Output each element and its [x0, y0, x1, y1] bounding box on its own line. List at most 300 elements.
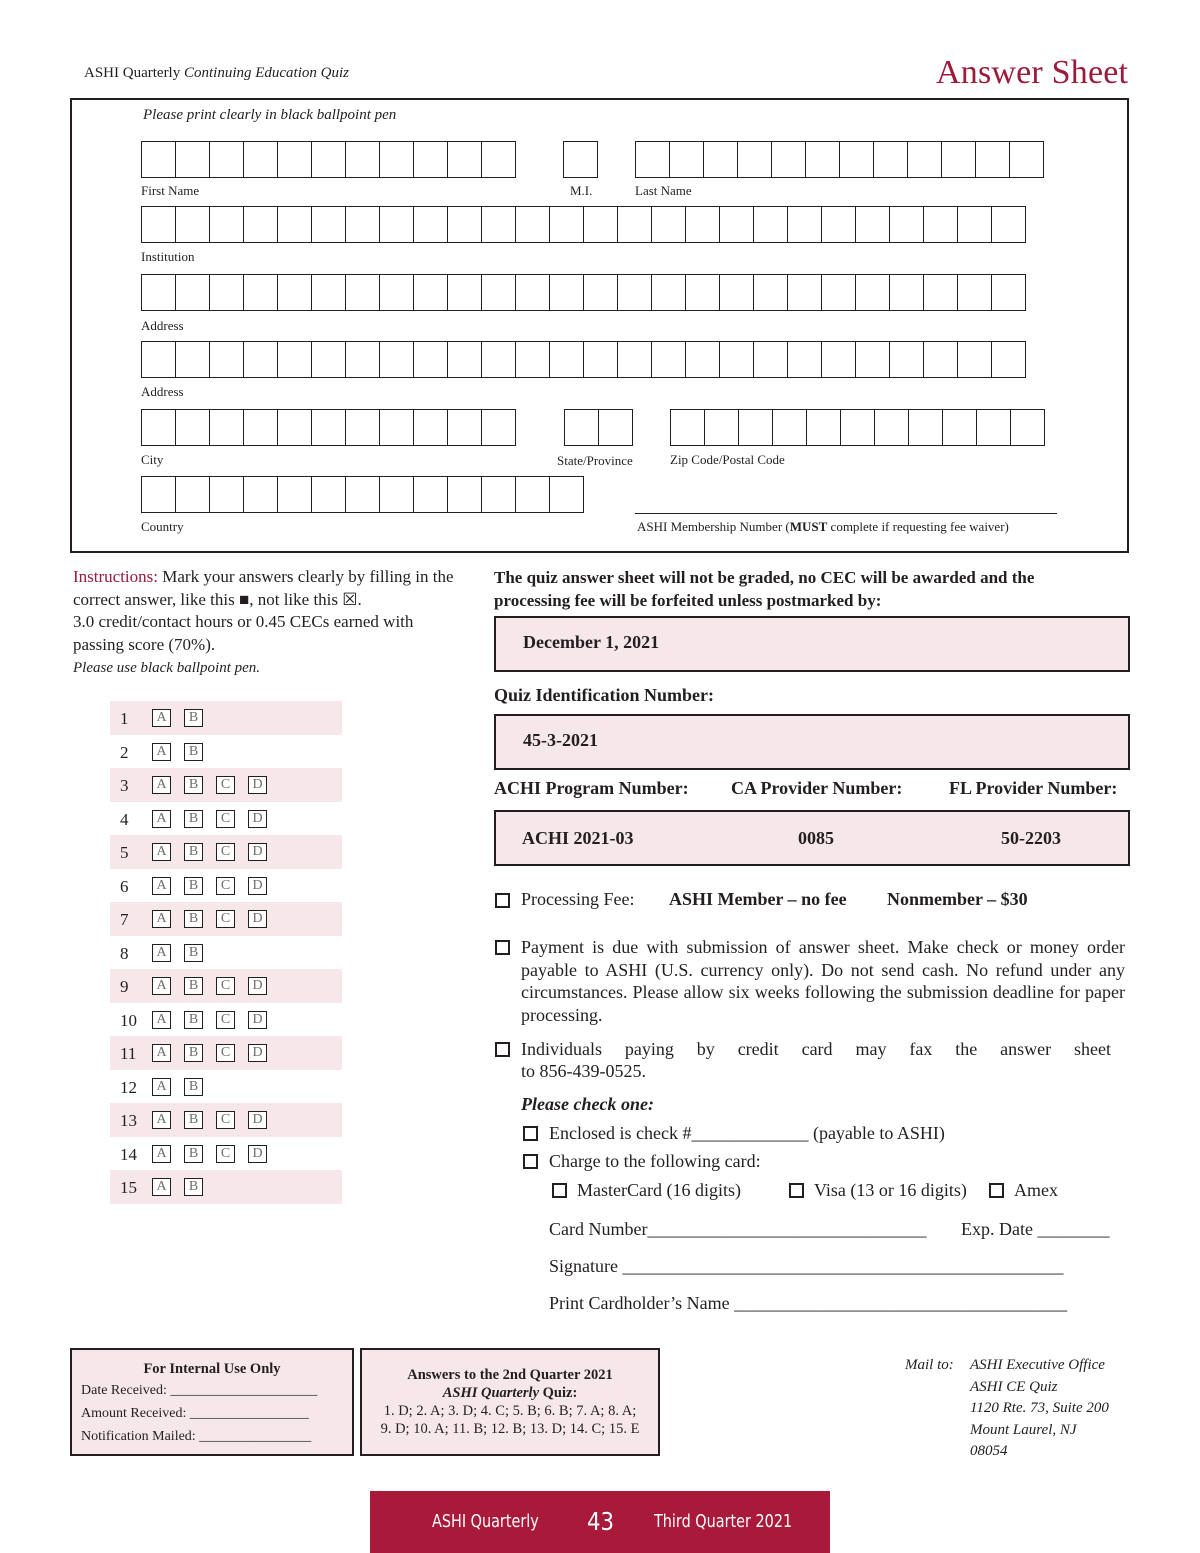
mi-label: M.I. — [570, 183, 593, 198]
question-number: 15 — [120, 1178, 137, 1197]
letter-cell[interactable] — [345, 341, 380, 378]
charge-card-checkbox[interactable] — [523, 1154, 538, 1169]
footer-issue: Third Quarter 2021 — [654, 1511, 793, 1532]
letter-cell[interactable] — [737, 141, 772, 178]
page-title: Answer Sheet — [936, 54, 1129, 91]
first-name-field[interactable] — [141, 141, 515, 178]
address-label-2: Address — [141, 384, 184, 399]
enclosed-check-text: Enclosed is check #_____________ (payable to ASHI) — [549, 1123, 945, 1143]
address-field-2[interactable] — [141, 341, 1025, 378]
letter-cell[interactable] — [617, 274, 652, 311]
question-number: 2 — [120, 742, 129, 762]
letter-cell[interactable] — [651, 274, 686, 311]
question-number: 1 — [120, 709, 129, 728]
answer-option-c[interactable]: C — [216, 1044, 235, 1062]
letter-cell[interactable] — [141, 274, 176, 311]
answer-option-d[interactable]: D — [248, 776, 267, 794]
letter-cell[interactable] — [379, 206, 414, 243]
letter-cell[interactable] — [277, 409, 312, 446]
letter-cell[interactable] — [685, 206, 720, 243]
filled-square-icon: ■ — [238, 589, 250, 609]
answer-option-d[interactable]: D — [248, 810, 267, 828]
letter-cell[interactable] — [941, 141, 976, 178]
quiz-id-label: Quiz Identification Number: — [494, 685, 714, 705]
enclosed-check-checkbox[interactable] — [523, 1126, 538, 1141]
question-row — [110, 835, 342, 869]
letter-cell[interactable] — [175, 274, 210, 311]
letter-cell[interactable] — [855, 274, 890, 311]
answer-option-b[interactable]: B — [184, 1178, 203, 1196]
fax-text-line-1: Individuals paying by credit card may fax the answer sheet — [521, 1039, 1111, 1059]
letter-cell[interactable] — [889, 274, 924, 311]
fax-text-line-2: to 856-439-0525. — [521, 1061, 646, 1081]
letter-cell[interactable] — [481, 409, 516, 446]
answer-option-a[interactable]: A — [152, 1145, 171, 1163]
answer-option-a[interactable]: A — [152, 944, 171, 962]
answer-option-c[interactable]: C — [216, 1011, 235, 1029]
answer-option-d[interactable]: D — [248, 910, 267, 928]
letter-cell[interactable] — [787, 341, 822, 378]
letter-cell[interactable] — [515, 274, 550, 311]
processing-fee-label: Processing Fee: — [521, 889, 635, 909]
letter-cell[interactable] — [923, 341, 958, 378]
letter-cell[interactable] — [481, 341, 516, 378]
letter-cell[interactable] — [719, 206, 754, 243]
footer-publication: ASHI Quarterly — [432, 1511, 539, 1532]
letter-cell[interactable] — [583, 274, 618, 311]
pen-note: Please use black ballpoint pen. — [73, 660, 261, 676]
letter-cell[interactable] — [991, 341, 1026, 378]
letter-cell[interactable] — [685, 274, 720, 311]
answer-option-c[interactable]: C — [216, 810, 235, 828]
letter-cell[interactable] — [345, 476, 380, 513]
letter-cell[interactable] — [209, 206, 244, 243]
last-name-label: Last Name — [635, 183, 692, 198]
answer-option-c[interactable]: C — [216, 776, 235, 794]
letter-cell[interactable] — [141, 141, 176, 178]
question-row — [110, 1170, 342, 1204]
letter-cell[interactable] — [821, 274, 856, 311]
letter-cell[interactable] — [311, 409, 346, 446]
deadline-notice: The quiz answer sheet will not be graded, no CEC will be awarded and the processing fee will be forfeited unless postmarked by: — [494, 568, 1035, 610]
letter-cell[interactable] — [821, 206, 856, 243]
letter-cell[interactable] — [873, 141, 908, 178]
letter-cell[interactable] — [311, 476, 346, 513]
previous-answers-title: Answers to the 2nd Quarter 2021 — [407, 1367, 613, 1383]
program-numbers-box — [494, 810, 1130, 866]
quiz-id-box — [494, 714, 1130, 770]
letter-cell[interactable] — [549, 274, 584, 311]
letter-cell[interactable] — [976, 409, 1011, 446]
letter-cell[interactable] — [141, 476, 176, 513]
letter-cell[interactable] — [277, 476, 312, 513]
answer-option-d[interactable]: D — [248, 1111, 267, 1129]
letter-cell[interactable] — [447, 206, 482, 243]
letter-cell[interactable] — [670, 409, 705, 446]
letter-cell[interactable] — [685, 341, 720, 378]
letter-cell[interactable] — [753, 274, 788, 311]
question-row — [110, 1070, 342, 1104]
letter-cell[interactable] — [277, 206, 312, 243]
internal-use-box — [70, 1348, 354, 1456]
letter-cell[interactable] — [839, 141, 874, 178]
check-one-label: Please check one: — [521, 1094, 654, 1114]
letter-cell[interactable] — [787, 274, 822, 311]
letter-cell[interactable] — [617, 206, 652, 243]
address-label-1: Address — [141, 318, 184, 333]
letter-cell[interactable] — [379, 409, 414, 446]
question-row — [110, 869, 342, 903]
letter-cell[interactable] — [515, 341, 550, 378]
letter-cell[interactable] — [563, 141, 598, 178]
question-row — [110, 1137, 342, 1171]
answer-option-a[interactable]: A — [152, 709, 171, 727]
letter-cell[interactable] — [209, 476, 244, 513]
answer-option-b[interactable]: B — [184, 709, 203, 727]
letter-cell[interactable] — [277, 274, 312, 311]
letter-cell[interactable] — [175, 206, 210, 243]
fl-provider-label: FL Provider Number: — [949, 778, 1118, 798]
answer-option-c[interactable]: C — [216, 1111, 235, 1129]
letter-cell[interactable] — [957, 341, 992, 378]
mastercard-label: MasterCard (16 digits) — [577, 1180, 741, 1200]
answer-option-c[interactable]: C — [216, 910, 235, 928]
answer-option-d[interactable]: D — [248, 877, 267, 895]
answer-option-b[interactable]: B — [184, 1044, 203, 1062]
question-row — [110, 902, 342, 936]
letter-cell[interactable] — [141, 409, 176, 446]
letter-cell[interactable] — [957, 206, 992, 243]
answer-option-a[interactable]: A — [152, 1078, 171, 1096]
state-field[interactable] — [564, 409, 632, 446]
fl-provider-value: 50-2203 — [1001, 828, 1061, 848]
letter-cell[interactable] — [855, 341, 890, 378]
answer-option-c[interactable]: C — [216, 877, 235, 895]
question-number: 9 — [120, 977, 129, 996]
letter-cell[interactable] — [753, 341, 788, 378]
letter-cell[interactable] — [719, 274, 754, 311]
letter-cell[interactable] — [874, 409, 909, 446]
ca-provider-label: CA Provider Number: — [731, 778, 903, 798]
question-number: 8 — [120, 943, 129, 963]
question-number: 5 — [120, 843, 129, 862]
country-label: Country — [141, 519, 184, 534]
amex-label: Amex — [1014, 1180, 1058, 1200]
letter-cell[interactable] — [243, 141, 278, 178]
letter-cell[interactable] — [141, 341, 176, 378]
letter-cell[interactable] — [311, 274, 346, 311]
print-note: Please print clearly in black ballpoint pen — [143, 107, 397, 123]
card-number-field[interactable]: Card Number_______________________________ — [549, 1219, 927, 1239]
question-row — [110, 802, 342, 836]
zip-label: Zip Code/Postal Code — [670, 452, 785, 467]
fax-checkbox[interactable] — [495, 1042, 510, 1057]
letter-cell[interactable] — [957, 274, 992, 311]
answer-option-a[interactable]: A — [152, 810, 171, 828]
letter-cell[interactable] — [243, 409, 278, 446]
letter-cell[interactable] — [549, 341, 584, 378]
question-number: 7 — [120, 910, 129, 929]
letter-cell[interactable] — [379, 141, 414, 178]
payment-checkbox[interactable] — [495, 940, 510, 955]
letter-cell[interactable] — [515, 206, 550, 243]
question-row — [110, 701, 342, 735]
letter-cell[interactable] — [311, 141, 346, 178]
letter-cell[interactable] — [991, 274, 1026, 311]
letter-cell[interactable] — [821, 341, 856, 378]
letter-cell[interactable] — [889, 206, 924, 243]
letter-cell[interactable] — [379, 341, 414, 378]
answer-option-d[interactable]: D — [248, 977, 267, 995]
answer-option-d[interactable]: D — [248, 1145, 267, 1163]
institution-label: Institution — [141, 249, 195, 264]
letter-cell[interactable] — [704, 409, 739, 446]
letter-cell[interactable] — [243, 476, 278, 513]
answer-option-b[interactable]: B — [184, 877, 203, 895]
letter-cell[interactable] — [345, 274, 380, 311]
letter-cell[interactable] — [651, 341, 686, 378]
letter-cell[interactable] — [515, 476, 550, 513]
letter-cell[interactable] — [806, 409, 841, 446]
letter-cell[interactable] — [923, 274, 958, 311]
internal-use-title: For Internal Use Only — [143, 1361, 281, 1377]
answer-option-a[interactable]: A — [152, 1178, 171, 1196]
letter-cell[interactable] — [753, 206, 788, 243]
answer-option-b[interactable]: B — [184, 743, 203, 761]
answer-option-a[interactable]: A — [152, 1011, 171, 1029]
letter-cell[interactable] — [209, 141, 244, 178]
state-label: State/Province — [557, 453, 633, 468]
nonmember-fee: Nonmember – $30 — [887, 889, 1028, 909]
letter-cell[interactable] — [277, 341, 312, 378]
quiz-id-value: 45-3-2021 — [523, 730, 598, 750]
member-fee: ASHI Member – no fee — [669, 889, 847, 909]
quiz-subtitle: Continuing Education Quiz — [183, 65, 349, 81]
letter-cell[interactable] — [175, 476, 210, 513]
letter-cell[interactable] — [277, 141, 312, 178]
letter-cell[interactable] — [583, 206, 618, 243]
city-label: City — [141, 452, 164, 467]
letter-cell[interactable] — [481, 141, 516, 178]
letter-cell[interactable] — [583, 341, 618, 378]
ca-provider-value: 0085 — [798, 828, 834, 848]
crossed-square-icon: ☒ — [342, 589, 358, 609]
answer-option-d[interactable]: D — [248, 1011, 267, 1029]
letter-cell[interactable] — [481, 206, 516, 243]
letter-cell[interactable] — [413, 341, 448, 378]
letter-cell[interactable] — [1010, 409, 1045, 446]
processing-fee-checkbox[interactable] — [495, 893, 510, 908]
question-row — [110, 1003, 342, 1037]
membership-label: ASHI Membership Number (MUST complete if requesting fee waiver) — [637, 519, 1009, 534]
deadline-date: December 1, 2021 — [523, 632, 660, 652]
first-name-label: First Name — [141, 183, 200, 198]
charge-card-text: Charge to the following card: — [549, 1151, 761, 1171]
notification-mailed: Notification Mailed: ________________ — [81, 1429, 312, 1444]
letter-cell[interactable] — [447, 476, 482, 513]
answer-option-b[interactable]: B — [184, 1011, 203, 1029]
letter-cell[interactable] — [908, 409, 943, 446]
answer-option-b[interactable]: B — [184, 910, 203, 928]
answer-option-b[interactable]: B — [184, 1078, 203, 1096]
deadline-date-box — [494, 616, 1130, 672]
cardholder-name-field[interactable]: Print Cardholder’s Name _____________________________________ — [549, 1293, 1068, 1313]
letter-cell[interactable] — [771, 141, 806, 178]
question-number: 3 — [120, 776, 129, 795]
publication-name: ASHI Quarterly — [84, 65, 181, 81]
previous-answers-line-2: 9. D; 10. A; 11. B; 12. B; 13. D; 14. C; 15. E — [380, 1421, 640, 1437]
publication-header — [84, 65, 349, 82]
letter-cell[interactable] — [175, 341, 210, 378]
letter-cell[interactable] — [598, 409, 633, 446]
answer-option-d[interactable]: D — [248, 1044, 267, 1062]
institution-field[interactable] — [141, 206, 1025, 243]
letter-cell[interactable] — [975, 141, 1010, 178]
letter-cell[interactable] — [311, 341, 346, 378]
answer-grid — [110, 701, 342, 1204]
answer-option-b[interactable]: B — [184, 1111, 203, 1129]
question-number: 14 — [120, 1144, 137, 1164]
letter-cell[interactable] — [209, 341, 244, 378]
letter-cell[interactable] — [345, 409, 380, 446]
answer-option-d[interactable]: D — [248, 843, 267, 861]
answer-option-a[interactable]: A — [152, 743, 171, 761]
answer-option-a[interactable]: A — [152, 1111, 171, 1129]
amex-checkbox[interactable] — [989, 1183, 1004, 1198]
answer-option-b[interactable]: B — [184, 1145, 203, 1163]
letter-cell[interactable] — [243, 206, 278, 243]
membership-number-line[interactable] — [635, 513, 1057, 514]
exp-date-field[interactable]: Exp. Date ________ — [961, 1219, 1110, 1239]
achi-program-value: ACHI 2021-03 — [522, 828, 634, 848]
answer-option-b[interactable]: B — [184, 977, 203, 995]
letter-cell[interactable] — [413, 476, 448, 513]
letter-cell[interactable] — [243, 274, 278, 311]
answer-option-b[interactable]: B — [184, 810, 203, 828]
previous-answers-box: Answers to the 2nd Quarter 2021 ASHI Quarterly Quiz: 1. D; 2. A; 3. D; 4. C; 5. B; 6. B; 7. A; 8. A; 9. D; 10. A; 11. B; 12. B; 13. D; 14. C; 15. E — [360, 1348, 660, 1456]
last-name-field[interactable] — [635, 141, 1043, 178]
answer-option-a[interactable]: A — [152, 910, 171, 928]
question-number: 12 — [120, 1077, 137, 1097]
letter-cell[interactable] — [564, 409, 599, 446]
letter-cell[interactable] — [175, 409, 210, 446]
answer-option-c[interactable]: C — [216, 1145, 235, 1163]
question-number: 6 — [120, 876, 129, 896]
letter-cell[interactable] — [447, 341, 482, 378]
answer-option-a[interactable]: A — [152, 1044, 171, 1062]
letter-cell[interactable] — [669, 141, 704, 178]
letter-cell[interactable] — [787, 206, 822, 243]
answer-option-a[interactable]: A — [152, 776, 171, 794]
letter-cell[interactable] — [379, 274, 414, 311]
letter-cell[interactable] — [413, 206, 448, 243]
letter-cell[interactable] — [447, 409, 482, 446]
question-number: 10 — [120, 1010, 137, 1030]
instructions-label: Instructions: — [73, 567, 158, 586]
letter-cell[interactable] — [481, 476, 516, 513]
answer-option-b[interactable]: B — [184, 944, 203, 962]
letter-cell[interactable] — [942, 409, 977, 446]
letter-cell[interactable] — [549, 206, 584, 243]
letter-cell[interactable] — [923, 206, 958, 243]
letter-cell[interactable] — [447, 274, 482, 311]
answer-option-a[interactable]: A — [152, 877, 171, 895]
letter-cell[interactable] — [738, 409, 773, 446]
page-number: 43 — [587, 1507, 615, 1536]
letter-cell[interactable] — [855, 206, 890, 243]
mail-to-label: Mail to: — [905, 1357, 954, 1373]
letter-cell[interactable] — [907, 141, 942, 178]
answer-option-a[interactable]: A — [152, 977, 171, 995]
question-row — [110, 1103, 342, 1137]
previous-answers-line-1: 1. D; 2. A; 3. D; 4. C; 5. B; 6. B; 7. A; 8. A; — [383, 1403, 637, 1419]
instructions: Instructions: Mark your answers clearly by filling in the correct answer, like this ■, not like this ☒. 3.0 credit/contact hours or 0.45 CECs earned with passing score (70%). Please use black ballpoint pen. — [73, 567, 454, 676]
letter-cell[interactable] — [1009, 141, 1044, 178]
letter-cell[interactable] — [651, 206, 686, 243]
letter-cell[interactable] — [209, 274, 244, 311]
letter-cell[interactable] — [175, 141, 210, 178]
letter-cell[interactable] — [889, 341, 924, 378]
question-row — [110, 735, 342, 769]
letter-cell[interactable] — [345, 206, 380, 243]
amount-received: Amount Received: _________________ — [81, 1406, 309, 1421]
letter-cell[interactable] — [141, 206, 176, 243]
answer-option-b[interactable]: B — [184, 843, 203, 861]
address-field-1[interactable] — [141, 274, 1025, 311]
answer-option-c[interactable]: C — [216, 977, 235, 995]
letter-cell[interactable] — [719, 341, 754, 378]
letter-cell[interactable] — [703, 141, 738, 178]
answer-option-b[interactable]: B — [184, 776, 203, 794]
letter-cell[interactable] — [549, 476, 584, 513]
letter-cell[interactable] — [413, 409, 448, 446]
city-field[interactable] — [141, 409, 515, 446]
letter-cell[interactable] — [772, 409, 807, 446]
letter-cell[interactable] — [379, 476, 414, 513]
letter-cell[interactable] — [413, 141, 448, 178]
payment-terms: Payment is due with submission of answer sheet. Make check or money order payable to ASHI (U.S. currency only). Do not send cash. No refund under any circumstances. Please allow six weeks following the submission deadline for paper processing. — [521, 937, 1125, 1025]
zip-field[interactable] — [670, 409, 1044, 446]
date-received: Date Received: _____________________ — [81, 1383, 318, 1398]
letter-cell[interactable] — [311, 206, 346, 243]
middle-initial-field[interactable] — [563, 141, 597, 178]
mailing-address: Mail to: ASHI Executive Office ASHI CE Quiz 1120 Rte. 73, Suite 200 Mount Laurel, NJ 08054 — [905, 1357, 1109, 1459]
signature-field[interactable]: Signature _________________________________________________ — [549, 1256, 1064, 1276]
letter-cell[interactable] — [840, 409, 875, 446]
letter-cell[interactable] — [617, 341, 652, 378]
page-footer — [370, 1491, 830, 1553]
visa-checkbox[interactable] — [789, 1183, 804, 1198]
question-row — [110, 936, 342, 970]
letter-cell[interactable] — [635, 141, 670, 178]
question-number: 4 — [120, 809, 129, 829]
letter-cell[interactable] — [447, 141, 482, 178]
letter-cell[interactable] — [345, 141, 380, 178]
mastercard-checkbox[interactable] — [552, 1183, 567, 1198]
letter-cell[interactable] — [991, 206, 1026, 243]
visa-label: Visa (13 or 16 digits) — [814, 1180, 967, 1200]
letter-cell[interactable] — [413, 274, 448, 311]
letter-cell[interactable] — [481, 274, 516, 311]
answer-option-c[interactable]: C — [216, 843, 235, 861]
country-field[interactable] — [141, 476, 583, 513]
letter-cell[interactable] — [209, 409, 244, 446]
answer-option-a[interactable]: A — [152, 843, 171, 861]
letter-cell[interactable] — [243, 341, 278, 378]
question-row — [110, 768, 342, 802]
letter-cell[interactable] — [805, 141, 840, 178]
achi-program-label: ACHI Program Number: — [494, 778, 689, 798]
